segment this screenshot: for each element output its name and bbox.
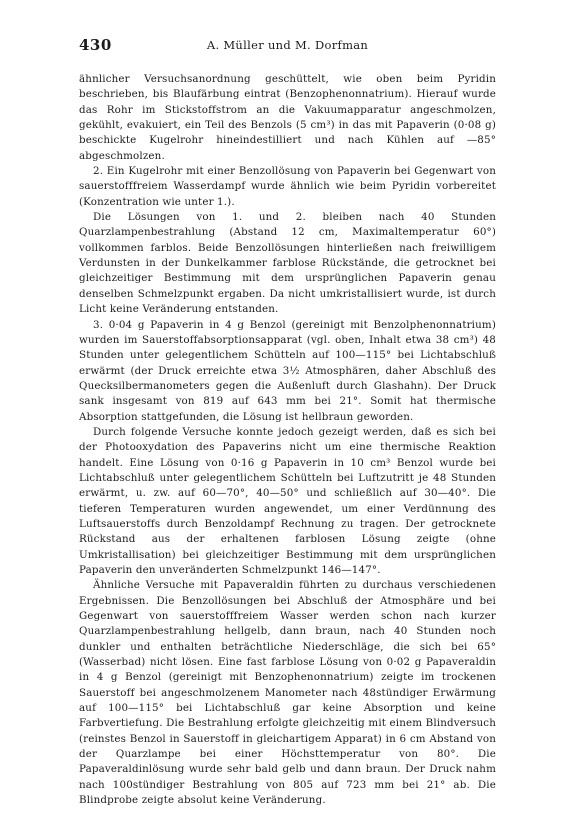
paragraph-experiment-3: 3. 0·04 g Papaverin in 4 g Benzol (gereinigt mit Benzolphenonnatrium) wurden im Sauerstoffabsorptionsapparat (vgl. oben, Inhalt etwa 38 cm³) 48 Stunden unter gelegentlichem Schütteln auf 100—115° bei Lichtabschluß erwärmt (der Druck erreichte etwa 3½ Atmosphären, daher Abschluß des Quecksilbermanometers gegen die Außenluft durch Glashahn). Der Druck sank insgesamt von 819 auf 643 mm bei 21°. Somit hat thermische Absorption stattgefunden, die Lösung ist hellbraun geworden. — [79, 318, 496, 423]
paragraph-papaveraldin: Ähnliche Versuche mit Papaveraldin führten zu durchaus verschiedenen Ergebnissen. Die Benzollösungen bei Abschluß der Atmosphäre und bei Gegenwart von sauerstofffreiem Wasser werden schon nach kurzer Quarzlampenbestrahlung hellgelb, dann braun, nach 40 Stunden noch dunkler und enthalten beträchtliche Niederschläge, die sich bei 65° (Wasserbad) nicht lösen. Eine fast farblose Lösung von 0·02 g Papaveraldin in 4 g Benzol (gereinigt mit Benzophenonnatrium) zeigte im trockenen Sauerstoff bei angeschmolzenem Manometer nach 48stündiger Erwärmung auf 100—115° bei Lichtabschluß gar keine Absorption und keine Farbvertiefung. Die Bestrahlung erfolgte gleichzeitig mit einem Blindversuch (reinstes Benzol in Sauerstoff in gleichartigem Apparat) in 6 cm Abstand von der Quarzlampe bei einer Höchsttemperatur von 80°. Die Papaveraldinlösung wurde sehr bald gelb und dann braun. Der Druck nahm nach 100stündiger Bestrahlung von 805 auf 723 mm bei 21° ab. Die Blindprobe zeigte absolut keine Veränderung. — [79, 579, 496, 807]
document-body — [79, 72, 496, 809]
page-header — [79, 36, 496, 58]
running-head: A. Müller und M. Dorfman — [206, 38, 369, 52]
paragraph-continuation: ähnlicher Versuchsanordnung geschüttelt, wie oben beim Pyridin beschrieben, bis Blaufärbung eintrat (Benzophenonnatrium). Hierauf wurde das Rohr im Stickstoffstrom an die Vakuumapparatur angeschmolzen, gekühlt, evakuiert, ein Teil des Benzols (5 cm³) in das mit Papaverin (0·08 g) beschickte Kugelrohr hineindestilliert und nach Kühlen auf —85° abgeschmolzen. — [79, 73, 496, 162]
page-number: 430 — [79, 36, 112, 54]
paragraph-irradiation-results: Die Lösungen von 1. und 2. bleiben nach 40 Stunden Quarzlampenbestrahlung (Abstand 12 cm, Maximaltemperatur 60°) vollkommen farblos. Beide Benzollösungen hinterließen nach freiwilligem Verdunsten in der Dunkelkammer farblose Rückstände, die getrocknet bei gleichzeitiger Bestimmung mit dem ursprünglichen Papaverin genau denselben Schmelzpunkt ergaben. Da nicht umkristallisiert wurde, ist durch Licht keine Veränderung entstanden. — [79, 211, 496, 316]
paragraph-thermal-control: Durch folgende Versuche konnte jedoch gezeigt werden, daß es sich bei der Photooxydation des Papaverins nicht um eine thermische Reaktion handelt. Eine Lösung von 0·16 g Papaverin in 10 cm³ Benzol wurde bei Lichtabschluß unter gelegentlichem Schütteln bei Luftzutritt je 48 Stunden erwärmt, u. zw. auf 60—70°, 40—50° und schließlich auf 30—40°. Die tieferen Temperaturen wurden angewendet, um einer Verdünnung des Luftsauerstoffs durch Benzoldampf Rechnung zu tragen. Der getrocknete Rückstand aus der erhaltenen farblosen Lösung zeigte (ohne Umkristallisation) bei gleichzeitiger Bestimmung mit dem ursprünglichen Papaverin den unveränderten Schmelzpunkt 146—147°. — [79, 425, 496, 576]
paragraph-experiment-2: 2. Ein Kugelrohr mit einer Benzollösung von Papaverin bei Gegenwart von sauerstofffreiem Wasserdampf wurde ähnlich wie beim Pyridin vorbereitet (Konzentration wie unter 1.). — [79, 165, 496, 208]
